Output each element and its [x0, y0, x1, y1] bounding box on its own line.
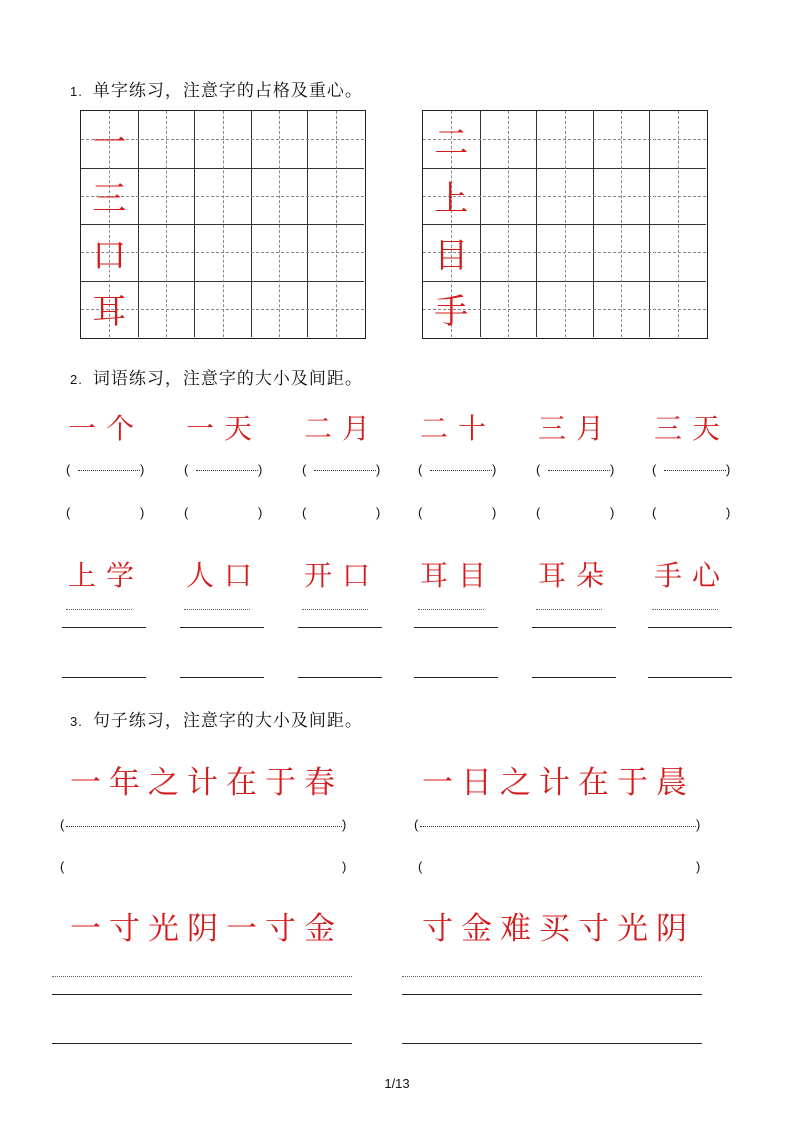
example-character: 口 — [92, 235, 127, 276]
example-character: 一 — [92, 122, 127, 163]
sentence-2: 一日之计在于晨 — [422, 765, 695, 801]
writing-line — [532, 677, 616, 678]
sentence-3: 一寸光阴一寸金 — [70, 911, 343, 947]
paren-open: ( — [414, 817, 419, 832]
practice-grid-left — [80, 110, 366, 339]
dotted-guide — [548, 470, 610, 471]
paren-close: ) — [610, 505, 615, 520]
dotted-guide — [420, 826, 696, 827]
paren-close: ) — [726, 505, 731, 520]
grid-cell-example — [423, 281, 480, 338]
writing-line — [402, 1043, 702, 1044]
paren-close: ) — [610, 462, 615, 477]
example-character: 耳 — [92, 292, 127, 333]
paren-open: ( — [652, 505, 657, 520]
grid-guide-dashed — [279, 111, 280, 337]
writing-guide-dotted — [418, 609, 484, 610]
word-example: 上学 — [68, 559, 145, 592]
paren-close: ) — [492, 505, 497, 520]
paren-close: ) — [140, 505, 145, 520]
word-example: 三月 — [538, 412, 615, 445]
section1-title-text: 单字练习，注意字的占格及重心。 — [92, 81, 363, 101]
writing-line — [52, 1043, 352, 1044]
writing-line — [52, 994, 352, 995]
section1-title — [70, 76, 363, 101]
section3-title-text: 句子练习，注意字的大小及间距。 — [92, 711, 363, 731]
dotted-guide — [196, 470, 258, 471]
dotted-guide — [314, 470, 376, 471]
writing-line — [648, 677, 732, 678]
example-character: 目 — [434, 235, 469, 276]
grid-cell-example — [81, 111, 138, 168]
word-example: 一天 — [186, 412, 263, 445]
paren-close: ) — [492, 462, 497, 477]
writing-line — [180, 677, 264, 678]
word-example: 开口 — [304, 559, 381, 592]
writing-line — [298, 627, 382, 628]
paren-open: ( — [418, 505, 423, 520]
dotted-guide — [664, 470, 726, 471]
writing-line — [62, 627, 146, 628]
grid-cell-example — [81, 281, 138, 338]
sentence-4: 寸金难买寸光阴 — [422, 911, 695, 947]
writing-guide-dotted — [536, 609, 602, 610]
paren-open: ( — [302, 462, 307, 477]
word-example: 二十 — [420, 412, 497, 445]
writing-guide-dotted — [652, 609, 718, 610]
writing-line — [414, 627, 498, 628]
word-example: 耳目 — [420, 559, 497, 592]
writing-line — [414, 677, 498, 678]
page-number: 1/13 — [384, 1076, 410, 1091]
dotted-guide — [78, 470, 140, 471]
paren-close: ) — [376, 462, 381, 477]
word-example: 耳朵 — [538, 559, 615, 592]
word-example: 三天 — [654, 412, 731, 445]
example-character: 手 — [434, 292, 469, 333]
writing-line — [402, 994, 702, 995]
grid-guide-dashed — [166, 111, 167, 337]
section3-title — [70, 706, 363, 731]
sentence-1: 一年之计在于春 — [70, 765, 343, 801]
grid-cell-example — [423, 224, 480, 281]
paren-open: ( — [66, 505, 71, 520]
section2-title — [70, 364, 363, 389]
paren-open: ( — [66, 462, 71, 477]
grid-cell-example — [423, 168, 480, 225]
writing-guide-dotted — [402, 976, 702, 977]
example-character: 三 — [92, 179, 127, 220]
paren-close: ) — [342, 859, 347, 874]
paren-close: ) — [376, 505, 381, 520]
dotted-guide — [430, 470, 492, 471]
grid-cell-example — [423, 111, 480, 168]
word-example: 一个 — [68, 412, 145, 445]
example-character: 二 — [434, 122, 469, 163]
paren-close: ) — [696, 817, 701, 832]
section2-title-text: 词语练习，注意字的大小及间距。 — [92, 369, 363, 389]
grid-cell-example — [81, 224, 138, 281]
paren-open: ( — [536, 462, 541, 477]
paren-close: ) — [258, 462, 263, 477]
section3-number: 3. — [70, 714, 83, 729]
paren-close: ) — [258, 505, 263, 520]
section1-number: 1. — [70, 84, 83, 99]
practice-grid-right — [422, 110, 708, 339]
paren-open: ( — [184, 505, 189, 520]
grid-guide-dashed — [621, 111, 622, 337]
paren-close: ) — [696, 859, 701, 874]
section2-number: 2. — [70, 372, 83, 387]
paren-open: ( — [60, 859, 65, 874]
writing-guide-dotted — [302, 609, 368, 610]
example-character: 上 — [434, 179, 469, 220]
writing-line — [648, 627, 732, 628]
paren-close: ) — [342, 817, 347, 832]
writing-guide-dotted — [184, 609, 250, 610]
grid-guide-dashed — [565, 111, 566, 337]
paren-open: ( — [418, 462, 423, 477]
paren-close: ) — [726, 462, 731, 477]
writing-line — [180, 627, 264, 628]
paren-open: ( — [184, 462, 189, 477]
paren-close: ) — [140, 462, 145, 477]
writing-guide-dotted — [52, 976, 352, 977]
word-example: 二月 — [304, 412, 381, 445]
writing-line — [62, 677, 146, 678]
grid-cell-example — [81, 168, 138, 225]
paren-open: ( — [302, 505, 307, 520]
paren-open: ( — [652, 462, 657, 477]
writing-guide-dotted — [66, 609, 132, 610]
grid-guide-dashed — [508, 111, 509, 337]
word-example: 人口 — [186, 559, 263, 592]
paren-open: ( — [60, 817, 65, 832]
writing-line — [298, 677, 382, 678]
grid-guide-dashed — [336, 111, 337, 337]
grid-guide-dashed — [678, 111, 679, 337]
dotted-guide — [66, 826, 342, 827]
paren-open: ( — [536, 505, 541, 520]
writing-line — [532, 627, 616, 628]
grid-guide-dashed — [223, 111, 224, 337]
word-example: 手心 — [654, 559, 731, 592]
paren-open: ( — [418, 859, 423, 874]
